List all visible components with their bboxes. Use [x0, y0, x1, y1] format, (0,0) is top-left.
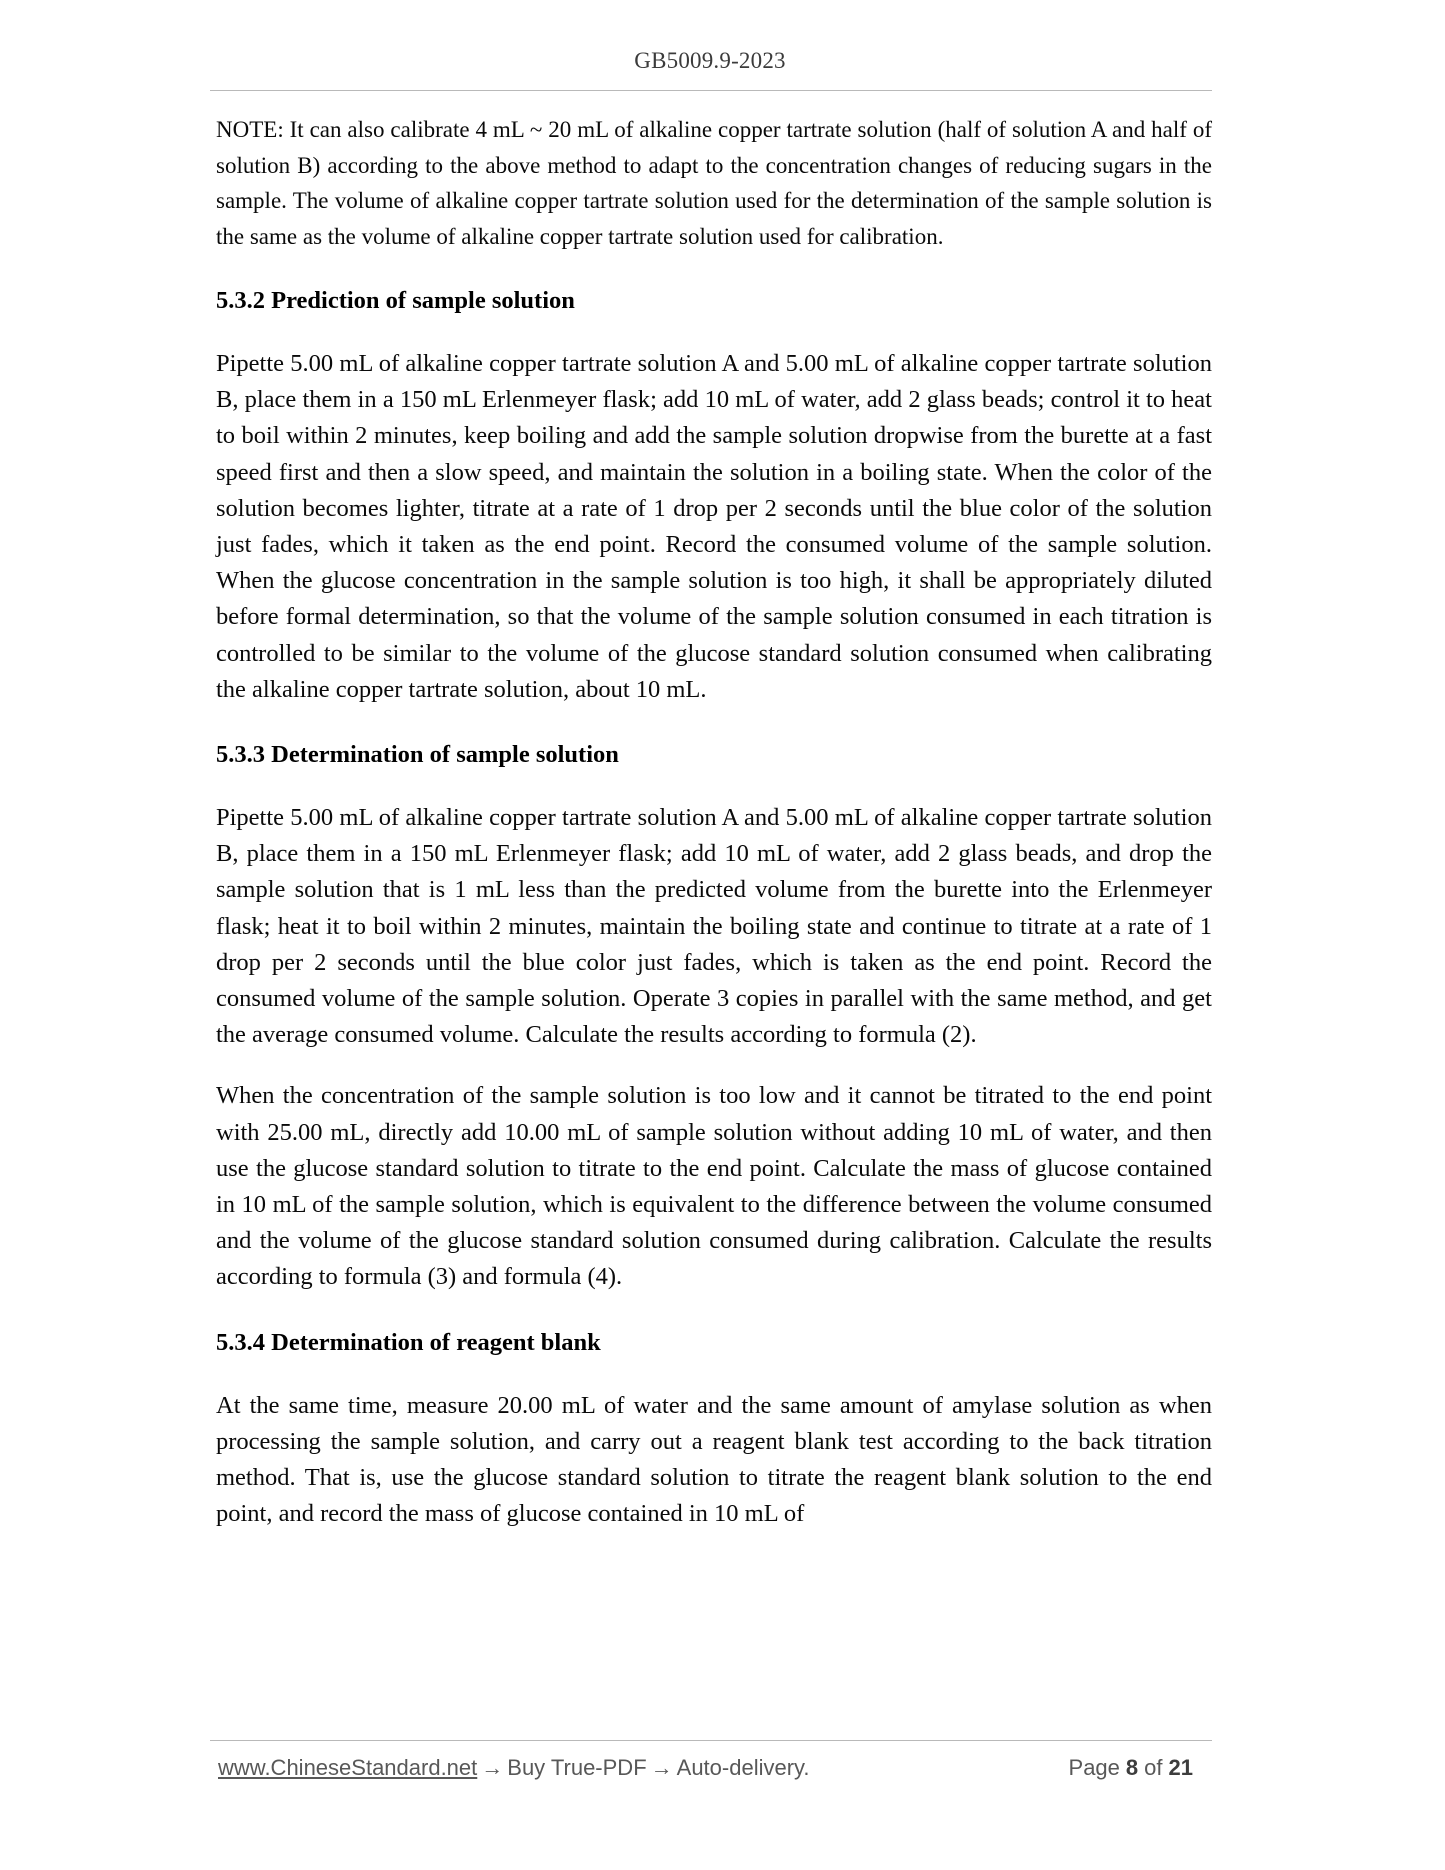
arrow-right-icon-1: →	[481, 1755, 504, 1780]
note-paragraph: NOTE: It can also calibrate 4 mL ~ 20 mL of alkaline copper tartrate solution (half of solution A and half of solution B) according to the above method to adapt to the concentration changes of reducing sugars in the sample. The volume of alkaline copper tartrate solution used for the determination of the sample solution is the same as the volume of alkaline copper tartrate solution used for calibration.	[216, 117, 1212, 249]
footer-promo-buy-true-pdf: Buy True-PDF	[507, 1755, 647, 1780]
footer-promo	[218, 1755, 810, 1781]
spacer	[216, 1053, 1212, 1078]
spacer	[216, 1296, 1212, 1326]
paragraph-5-3-2-body: Pipette 5.00 mL of alkaline copper tartrate solution A and 5.00 mL of alkaline copper tartrate solution B, place them in a 150 mL Erlenmeyer flask; add 10 mL of water, add 2 glass beads; control it to heat to boil within 2 minutes, keep boiling and add the sample solution dropwise from the burette at a fast speed first and then a slow speed, and maintain the solution in a boiling state. When the color of the solution becomes lighter, titrate at a rate of 1 drop per 2 seconds until the blue color of the solution just fades, which it taken as the end point. Record the consumed volume of the sample solution. When the glucose concentration in the sample solution is too high, it shall be appropriately diluted before formal determination, so that the volume of the sample solution consumed in each titration is controlled to be similar to the volume of the glucose standard solution consumed when calibrating the alkaline copper tartrate solution, about 10 mL.	[216, 350, 1212, 703]
spacer	[216, 254, 1212, 284]
heading-5-3-4: 5.3.4 Determination of reagent blank	[216, 1328, 601, 1356]
spacer	[216, 772, 1212, 800]
spacer	[216, 318, 1212, 346]
heading-5-3-3: 5.3.3 Determination of sample solution	[216, 741, 619, 769]
heading-5-3-2: 5.3.2 Prediction of sample solution	[216, 287, 575, 314]
total-page-count: 21	[1168, 1755, 1193, 1780]
paragraph-5-3-4-body: At the same time, measure 20.00 mL of water and the same amount of amylase solution as when processing the sample solution, and carry out a reagent blank test according to the back titration method. That is, use the glucose standard solution to titrate the reagent blank solution to the end point, and record the mass of glucose contained in 10 mL of	[216, 1391, 1212, 1528]
chinese-standard-link[interactable]: www.ChineseStandard.net	[218, 1755, 478, 1780]
page-footer	[210, 1755, 1212, 1795]
spacer	[216, 1360, 1212, 1388]
spacer	[216, 708, 1212, 738]
of-label: of	[1144, 1755, 1163, 1780]
document-body	[216, 112, 1212, 1532]
page-label: Page	[1068, 1755, 1120, 1780]
paragraph-5-3-3-body-1: Pipette 5.00 mL of alkaline copper tartrate solution A and 5.00 mL of alkaline copper tartrate solution B, place them in a 150 mL Erlenmeyer flask; add 10 mL of water, add 2 glass beads, and drop the sample solution that is 1 mL less than the predicted volume from the burette into the Erlenmeyer flask; heat it to boil within 2 minutes, maintain the boiling state and continue to titrate at a rate of 1 drop per 2 seconds until the blue color just fades, which is taken as the end point. Record the consumed volume of the sample solution. Operate 3 copies in parallel with the same method, and get the average consumed volume. Calculate the results according to formula (2).	[216, 804, 1212, 1049]
page-header-standard-code: GB5009.9-2023	[634, 48, 786, 73]
paragraph-5-3-3-body-2: When the concentration of the sample solution is too low and it cannot be titrated to the end point with 25.00 mL, directly add 10.00 mL of sample solution without adding 10 mL of water, and then use the glucose standard solution to titrate to the end point. Calculate the mass of glucose contained in 10 mL of the sample solution, which is equivalent to the difference between the volume consumed and the volume of the glucose standard solution consumed during calibration. Calculate the results according to formula (3) and formula (4).	[216, 1082, 1212, 1291]
header-divider	[210, 90, 1212, 91]
footer-promo-auto-delivery: Auto-delivery.	[676, 1755, 810, 1780]
arrow-right-icon-2: →	[650, 1755, 673, 1780]
footer-divider	[210, 1740, 1212, 1741]
page-indicator	[1066, 1755, 1196, 1781]
current-page-number: 8	[1125, 1755, 1139, 1780]
